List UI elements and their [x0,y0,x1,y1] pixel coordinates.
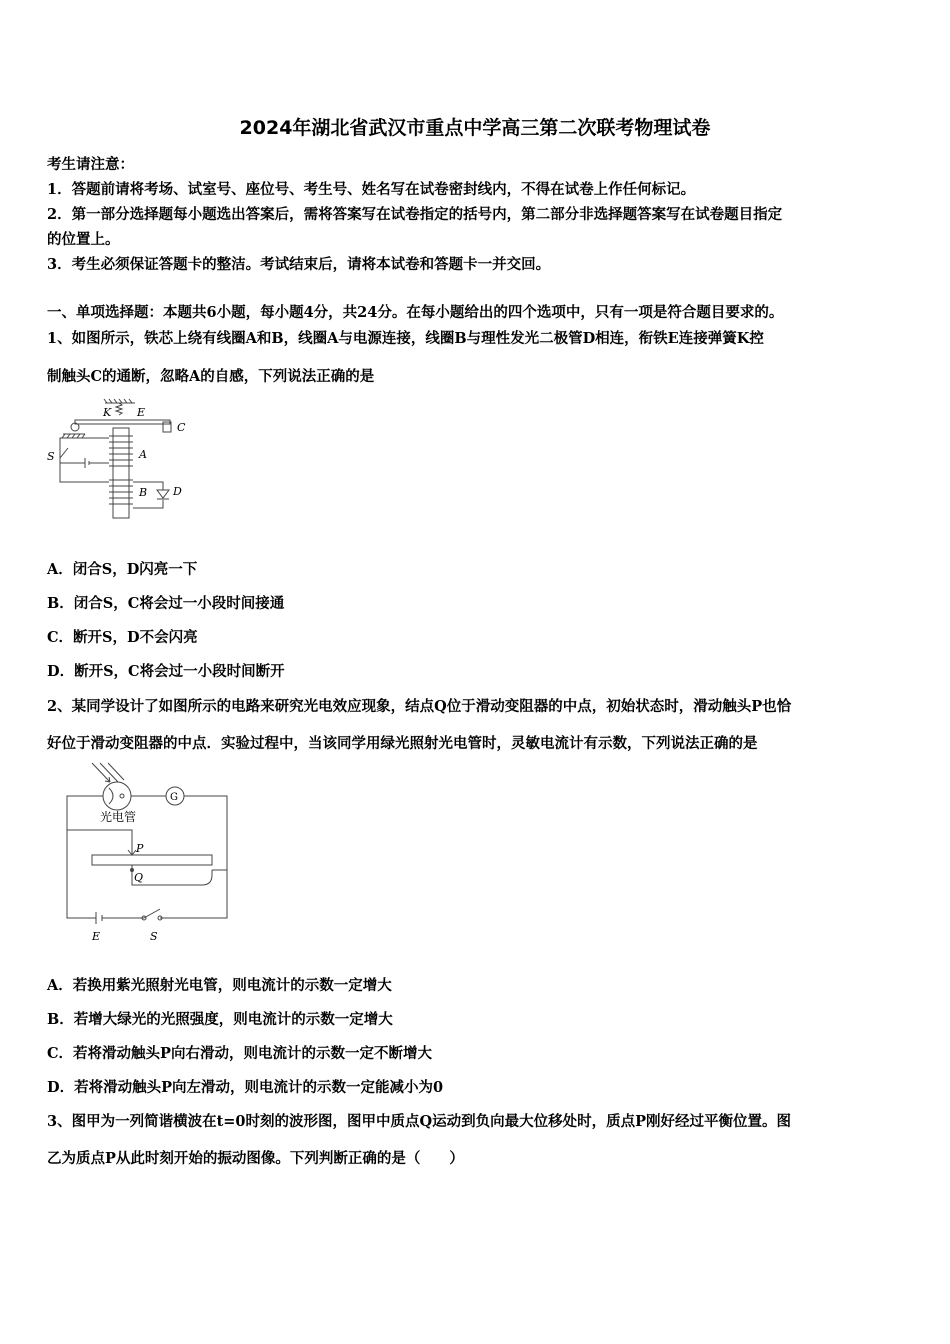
label-q: Q [134,871,144,884]
notice-item: 3．考生必须保证答题卡的整洁。考试结束后，请将本试卷和答题卡一并交回。 [47,256,551,273]
label-b: B [139,486,148,499]
notice-item: 2．第一部分选择题每小题选出答案后，需将答案写在试卷指定的括号内，第二部分非选择题答案写在试卷题目指定 [47,206,783,223]
question-3-stem: 3、图甲为一列简谐横波在t=0时刻的波形图，图甲中质点Q运动到负向最大位移处时，质点P刚好经过平衡位置。图 [47,1113,792,1130]
label-e: E [92,930,101,943]
question-3-stem-cont: 乙为质点P从此时刻开始的振动图像。下列判断正确的是（ ） [47,1150,464,1167]
question-1-option-d: D．断开S，C将会过一小段时间断开 [47,663,285,680]
question-2-option-d: D．若将滑动触头P向左滑动，则电流计的示数一定能减小为0 [47,1079,444,1096]
question-1-stem: 1、如图所示，铁芯上绕有线圈A和B，线圈A与电源连接，线圈B与理性发光二极管D相连，衔铁E连接弹簧K控 [47,330,764,347]
label-k: K [103,406,112,419]
label-c: C [177,421,186,434]
question-2-figure [62,760,237,946]
question-2-option-b: B．若增大绿光的光照强度，则电流计的示数一定增大 [47,1011,393,1028]
label-a: A [139,448,147,461]
notice-heading: 考生请注意： [47,156,134,173]
label-phototube: 光电管 [100,810,137,824]
notice-item: 1．答题前请将考场、试室号、座位号、考生号、姓名写在试卷密封线内，不得在试卷上作任何标记。 [47,181,696,198]
label-p: P [136,842,144,855]
notice-item: 的位置上。 [47,231,120,248]
question-1-stem-cont: 制触头C的通断，忽略A的自感，下列说法正确的是 [47,368,375,385]
page-title: 2024年湖北省武汉市重点中学高三第二次联考物理试卷 [239,117,711,139]
question-2-stem-cont: 好位于滑动变阻器的中点．实验过程中，当该同学用绿光照射光电管时，灵敏电流计有示数，下列说法正确的是 [47,735,758,752]
label-e: E [137,406,146,419]
question-2-stem: 2、某同学设计了如图所示的电路来研究光电效应现象，结点Q位于滑动变阻器的中点，初始状态时，滑动触头P也恰 [47,698,792,715]
question-1-option-b: B．闭合S，C将会过一小段时间接通 [47,595,285,612]
label-s: S [150,930,158,943]
label-g: G [170,792,178,803]
question-1-figure [45,398,195,522]
question-2-option-a: A．若换用紫光照射光电管，则电流计的示数一定增大 [47,977,392,994]
section-heading: 一、单项选择题：本题共6小题，每小题4分，共24分。在每小题给出的四个选项中，只有一项是符合题目要求的。 [47,304,784,321]
label-d: D [173,485,182,498]
label-s: S [47,450,55,463]
question-2-option-c: C．若将滑动触头P向右滑动，则电流计的示数一定不断增大 [47,1045,432,1062]
question-1-option-a: A．闭合S，D闪亮一下 [47,561,198,578]
question-1-option-c: C．断开S，D不会闪亮 [47,629,198,646]
